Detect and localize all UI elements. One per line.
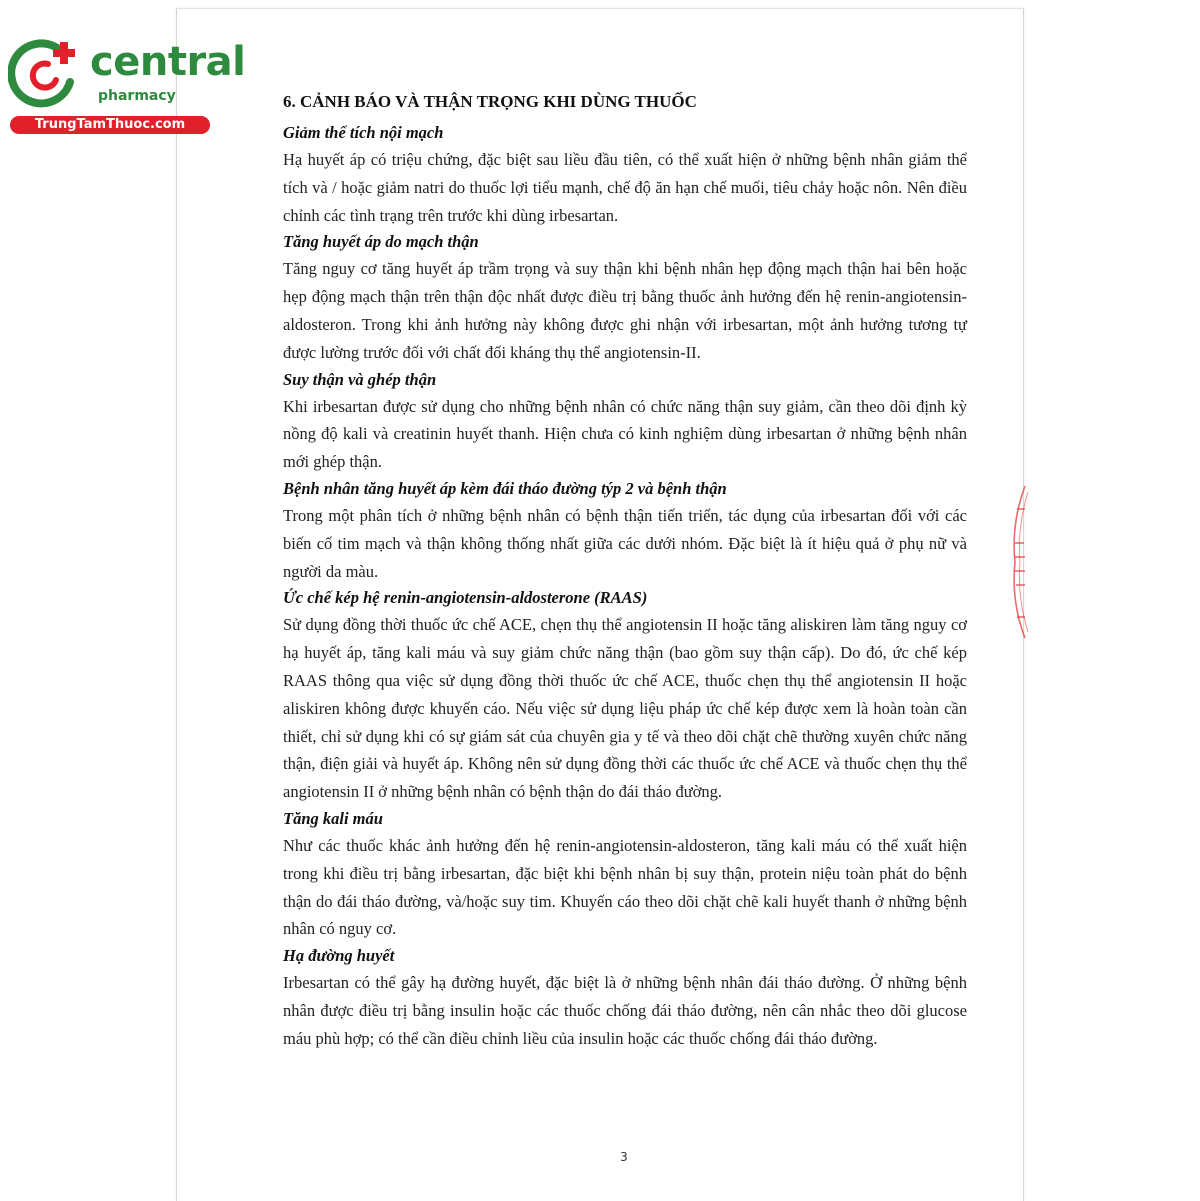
paragraph: Trong một phân tích ở những bệnh nhân có bệnh thận tiến triển, tác dụng của irbesartan đối với các biến cố tim mạch và thận không thống nhất giữa các dưới nhóm. Đặc biệt là ít hiệu quả ở phụ nữ và người da màu. xyxy=(283,505,967,581)
warning-section xyxy=(283,367,967,476)
warning-section xyxy=(283,806,967,943)
brand-tagline: pharmacy xyxy=(98,88,176,104)
paragraph: Như các thuốc khác ảnh hưởng đến hệ renin-angiotensin-aldosteron, tăng kali máu có thể xuất hiện trong khi điều trị bằng irbesartan, đặc biệt khi bệnh nhân bị suy thận, protein niệu toàn phát do bệnh thận do đái tháo đường, và/hoặc suy tim. Khuyến cáo theo dõi chặt chẽ kali huyết thanh ở những bệnh nhân có nguy cơ. xyxy=(283,835,967,939)
paragraph: Hạ huyết áp có triệu chứng, đặc biệt sau liều đầu tiên, có thể xuất hiện ở những bệnh nhân giảm thể tích và / hoặc giảm natri do thuốc lợi tiểu mạnh, chế độ ăn hạn chế muối, tiêu chảy hoặc nôn. Nên điều chỉnh các tình trạng trên trước khi dùng irbesartan. xyxy=(283,150,967,225)
subheading: Tăng kali máu xyxy=(283,808,383,828)
subheading: Ức chế kép hệ renin-angiotensin-aldosterone (RAAS) xyxy=(283,588,648,608)
warning-section xyxy=(283,476,967,585)
subheading: Suy thận và ghép thận xyxy=(283,369,437,389)
warning-section xyxy=(283,585,967,806)
warning-section xyxy=(283,120,967,229)
pharmacy-cross-icon xyxy=(8,36,88,112)
subheading: Hạ đường huyết xyxy=(283,946,395,966)
paragraph: Khi irbesartan được sử dụng cho những bệnh nhân có chức năng thận suy giảm, cần theo dõi định kỳ nồng độ kali và creatinin huyết thanh. Hiện chưa có kinh nghiệm dùng irbesartan ở những bệnh nhân mới ghép thận. xyxy=(283,396,967,472)
section-title: 6. CẢNH BÁO VÀ THẬN TRỌNG KHI DÙNG THUỐC xyxy=(283,92,697,111)
brand-website[interactable]: TrungTamThuoc.com xyxy=(10,116,210,134)
warning-section xyxy=(283,229,967,366)
brand-logo[interactable] xyxy=(8,36,246,136)
seal-stamp xyxy=(1003,484,1029,640)
warning-section xyxy=(283,943,967,1052)
document-content xyxy=(283,88,967,1053)
paragraph: Tăng nguy cơ tăng huyết áp trầm trọng và suy thận khi bệnh nhân hẹp động mạch thận hai bên hoặc hẹp động mạch thận trên thận độc nhất được điều trị bằng thuốc ảnh hưởng đến hệ renin-angiotensin-aldosteron. Trong khi ảnh hưởng này không được ghi nhận với irbesartan, một ảnh hưởng tương tự được lường trước đối với chất đối kháng thụ thể angiotensin-II. xyxy=(283,259,967,362)
paragraph: Irbesartan có thể gây hạ đường huyết, đặc biệt là ở những bệnh nhân đái tháo đường. Ở những bệnh nhân được điều trị bằng insulin hoặc các thuốc chống đái tháo đường, nên cân nhắc theo dõi glucose máu phù hợp; có thể cần điều chỉnh liều của insulin hoặc các thuốc chống đái tháo đường. xyxy=(283,973,967,1048)
brand-name: central xyxy=(90,39,246,85)
page-number: 3 xyxy=(620,1150,628,1164)
subheading: Bệnh nhân tăng huyết áp kèm đái tháo đường týp 2 và bệnh thận xyxy=(283,478,727,498)
subheading: Giảm thể tích nội mạch xyxy=(283,123,444,142)
paragraph: Sử dụng đồng thời thuốc ức chế ACE, chẹn thụ thể angiotensin II hoặc tăng aliskiren làm tăng nguy cơ hạ huyết áp, tăng kali máu và suy giảm chức năng thận (bao gồm suy thận cấp). Do đó, ức chế kép RAAS thông qua việc sử dụng đồng thời thuốc ức chế ACE, thuốc chẹn thụ thể angiotensin II hoặc aliskiren không được khuyến cáo. Nếu việc sử dụng liệu pháp ức chế kép được xem là hoàn toàn cần thiết, chỉ sử dụng khi có sự giám sát của chuyên gia y tế và theo dõi chặt chẽ thường xuyên chức năng thận, điện giải và huyết áp. Không nên sử dụng đồng thời các thuốc ức chế ACE và thuốc chẹn thụ thể angiotensin II ở những bệnh nhân có bệnh thận do đái tháo đường. xyxy=(283,615,967,802)
subheading: Tăng huyết áp do mạch thận xyxy=(283,232,479,252)
